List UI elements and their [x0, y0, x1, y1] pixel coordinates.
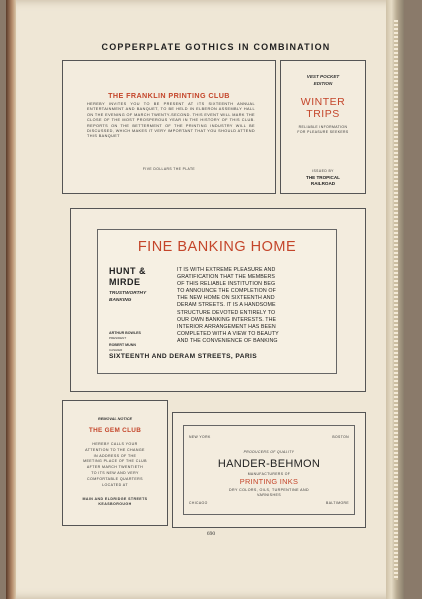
- gem-line: ATTENTION TO THE CHANGE: [85, 447, 145, 452]
- winter-description: RELIABLE INFORMATION FOR PLEASURE SEEKERS: [297, 125, 349, 134]
- winter-issued-by: ISSUED BY: [312, 169, 334, 173]
- banking-firm1: HUNT &: [109, 266, 146, 276]
- banking-officer1: ARTHUR BOWLES: [109, 331, 141, 335]
- banking-line: THE NEW HOME ON SIXTEENTH AND: [177, 295, 275, 302]
- banking-line: IT IS WITH EXTREME PLEASURE AND: [177, 267, 276, 273]
- banking-line: COMPLETED WITH A VIEW TO BEAUTY: [177, 330, 279, 337]
- hander-behmon-specimen: [172, 412, 366, 528]
- winter-edition-line1: VEST POCKET: [306, 74, 340, 79]
- hander-producers: PRODUCERS OF QUALITY: [243, 450, 295, 454]
- hander-title: HANDER-BEHMON: [217, 458, 321, 470]
- banking-address: SIXTEENTH AND DERAM STREETS, PARIS: [109, 353, 258, 360]
- banking-line: OF THIS RELIABLE INSTITUTION BEG: [177, 281, 276, 288]
- banking-specimen: [70, 208, 366, 392]
- banking-tag2: BANKING: [109, 297, 132, 303]
- winter-title2: TRIPS: [306, 108, 340, 120]
- banking-role1: PRESIDENT: [109, 335, 127, 340]
- hander-manufacturers: MANUFACTURERS OF: [247, 472, 291, 476]
- franklin-body: HEREBY INVITES YOU TO BE PRESENT AT ITS SIXTEENTH ANNUAL ENTERTAINMENT AND BANQUET, TO BE HELD IN ELBERON ASSEMBLY HALL ON THE EVENING OF MARCH TWENTY-SECOND. THIS EVENT WILL MARK THE CLOSE OF THE MOST PROSPEROUS YEAR IN THE HISTORY OF THIS CLUB. REPORTS ON THE BETTERMENT OF THE PRINTING INDUSTRY WILL BE DISCUSSED, WHICH MAKES IT VERY IMPORTANT THAT YOU SHOULD ATTEND THIS BANQUET: [87, 102, 255, 139]
- gem-line: TO ITS NEW AND VERY: [91, 470, 139, 475]
- banking-line: STRUCTURE DEVOTED ENTIRELY TO: [177, 309, 276, 316]
- hander-desc1: DRY COLORS, OILS, TURPENTINE AND: [229, 488, 309, 492]
- gem-line: IN ADDRESS OF THE: [93, 453, 137, 458]
- hander-city-br: BALTIMORE: [326, 501, 349, 505]
- banking-line: TO ANNOUNCE THE COMPLETION OF: [177, 288, 276, 295]
- gem-club-specimen: [62, 400, 168, 526]
- banking-line: GRATIFICATION THAT THE MEMBERS: [177, 274, 276, 281]
- banking-line: OUR OWN BANKING INTERESTS. THE: [177, 316, 277, 323]
- page-number: 690: [206, 531, 216, 537]
- banking-officer2: ROBERT MUNN: [109, 343, 136, 348]
- gem-address2: KEASBOROUGH: [98, 502, 132, 507]
- banking-title: FINE BANKING HOME: [137, 239, 297, 255]
- banking-body: [177, 267, 327, 345]
- book-page: [6, 0, 404, 599]
- page-edges: [386, 0, 404, 599]
- gem-address1: MAIN AND ELDRIDGE STREETS: [82, 497, 148, 501]
- hander-product: PRINTING INKS: [239, 477, 299, 486]
- winter-trips-specimen: [280, 60, 366, 194]
- franklin-footer: FIVE DOLLARS THE PLATE: [142, 167, 196, 171]
- franklin-club-specimen: [62, 60, 276, 194]
- hander-desc2: VARNISHES: [256, 493, 282, 497]
- hander-city-tr: BOSTON: [332, 435, 349, 439]
- banking-firm2: MIRDE: [109, 276, 141, 287]
- banking-role2: CASHIER: [109, 347, 123, 352]
- gem-title: THE GEM CLUB: [88, 427, 142, 434]
- hander-city-bl: CHICAGO: [189, 501, 208, 505]
- winter-issuer1: THE TROPICAL: [306, 175, 340, 180]
- banking-line: INTERIOR ARRANGEMENT HAS BEEN: [177, 323, 276, 330]
- gem-line: AFTER MARCH TWENTIETH: [86, 465, 144, 470]
- winter-title1: WINTER: [300, 96, 346, 108]
- hander-city-tl: NEW YORK: [189, 435, 211, 439]
- book-spine: [6, 0, 16, 599]
- page-title: COPPERPLATE GOTHICS IN COMBINATION: [101, 42, 331, 52]
- gem-line: COMFORTABLE QUARTERS: [87, 476, 143, 481]
- gem-line: HEREBY CALLS YOUR: [92, 442, 138, 446]
- banking-tag1: TRUSTWORTHY: [109, 291, 147, 296]
- gem-notice: REMOVAL NOTICE: [97, 417, 133, 421]
- gem-line: LOCATED AT: [102, 482, 128, 487]
- gem-line: MEETING PLACE OF THE CLUB: [83, 459, 147, 464]
- franklin-title: THE FRANKLIN PRINTING CLUB: [108, 91, 230, 100]
- winter-issuer2: RAILROAD: [310, 181, 336, 186]
- banking-line: DERAM STREETS. IT IS A HANDSOME: [177, 302, 276, 309]
- winter-edition-line2: EDITION: [313, 81, 333, 86]
- banking-line: AND THE CONVENIENCE OF BANKING: [177, 337, 278, 344]
